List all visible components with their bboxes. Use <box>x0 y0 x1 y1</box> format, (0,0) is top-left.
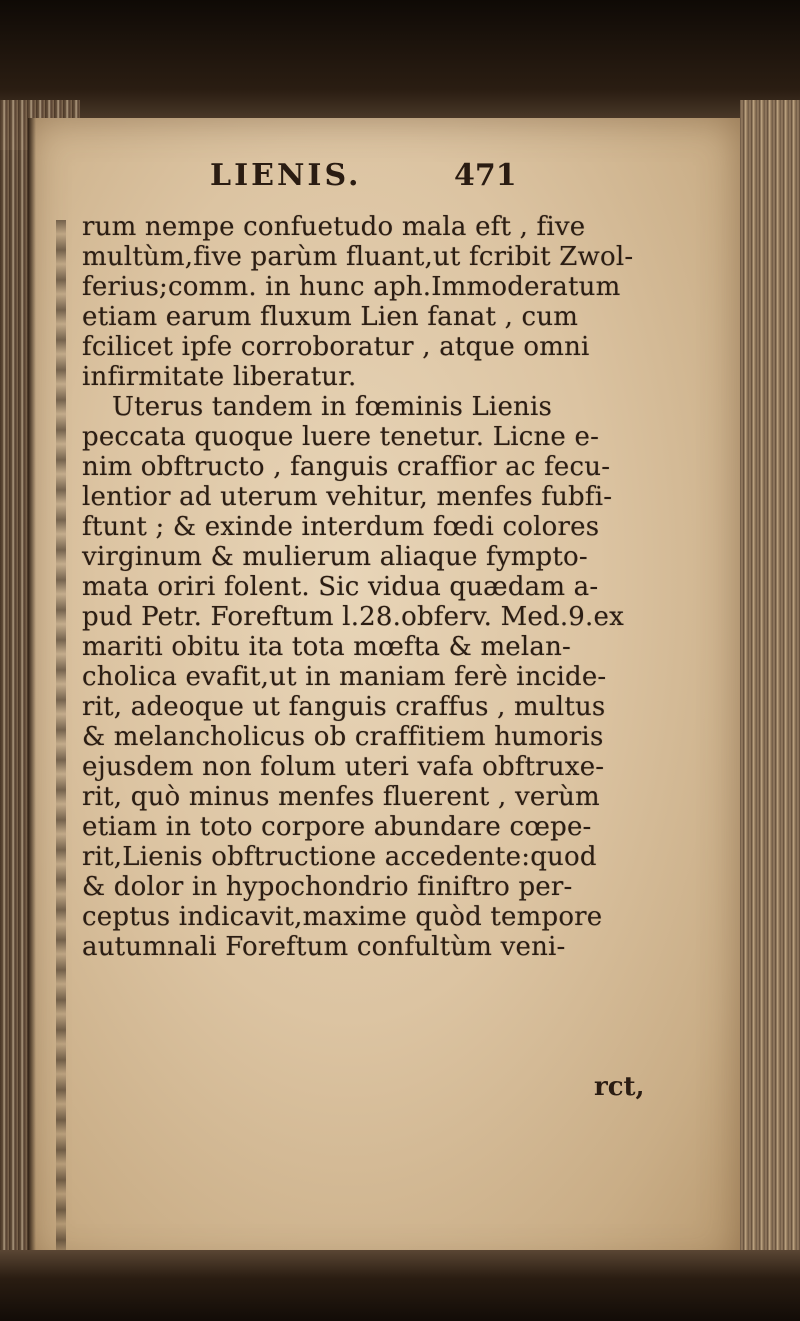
text-line: ferius;comm. in hunc aph.Immoderatum <box>82 272 621 302</box>
text-line: nim obftructo , fanguis craffior ac fecu- <box>82 452 611 482</box>
text-line: rit,Lienis obftructione accedente:quod <box>82 842 597 872</box>
text-line: autumnali Foreftum confultùm veni- <box>82 932 566 962</box>
right-page-edges <box>740 100 800 1280</box>
text-line: mata oriri folent. Sic vidua quædam a- <box>82 572 599 602</box>
text-line: lentior ad uterum vehitur, menfes fubfi- <box>82 482 613 512</box>
text-line: etiam in toto corpore abundare cœpe- <box>82 812 592 842</box>
text-line: infirmitate liberatur. <box>82 362 357 392</box>
catchword: rct, <box>594 1072 645 1102</box>
text-line: multùm,five parùm fluant,ut fcribit Zwol- <box>82 242 634 272</box>
text-line: virginum & mulierum aliaque fympto- <box>82 542 588 572</box>
header-title: LIENIS. <box>210 158 362 193</box>
text-line: pud Petr. Foreftum l.28.obferv. Med.9.ex <box>82 602 624 632</box>
text-line: rum nempe confuetudo mala eft , five <box>82 212 586 242</box>
margin-marks <box>56 220 66 1250</box>
page-number: 471 <box>454 158 517 193</box>
text-line: rit, adeoque ut fanguis craffus , multus <box>82 692 606 722</box>
body-text <box>82 212 712 962</box>
running-head <box>0 158 800 198</box>
text-line: ceptus indicavit,maxime quòd tempore <box>82 902 603 932</box>
text-line: ejusdem non folum uteri vafa obftruxe- <box>82 752 605 782</box>
text-line: etiam earum fluxum Lien fanat , cum <box>82 302 579 332</box>
binding-shadow <box>28 118 36 1268</box>
text-line: cholica evafit,ut in maniam ferè incide- <box>82 662 607 692</box>
text-line: Uterus tandem in fœminis Lienis <box>112 392 553 422</box>
background-bottom <box>0 1250 800 1321</box>
text-line: fcilicet ipfe corroboratur , atque omni <box>82 332 590 362</box>
text-line: & melancholicus ob craffitiem humoris <box>82 722 604 752</box>
text-line: & dolor in hypochondrio finiftro per- <box>82 872 573 902</box>
text-line: ftunt ; & exinde interdum fœdi colores <box>82 512 600 542</box>
text-line: rit, quò minus menfes fluerent , verùm <box>82 782 600 812</box>
text-line: peccata quoque luere tenetur. Licne e- <box>82 422 600 452</box>
text-line: mariti obitu ita tota mœfta & melan- <box>82 632 572 662</box>
